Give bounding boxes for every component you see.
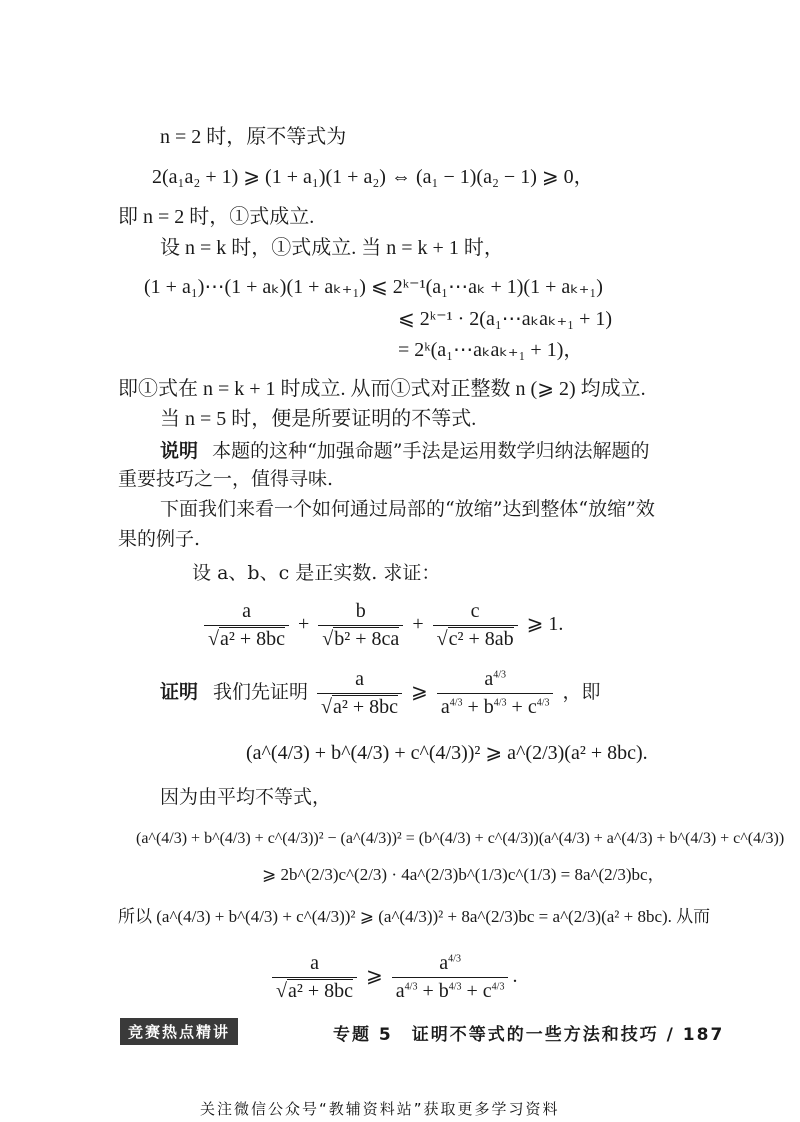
proof-label: 证明: [160, 681, 199, 704]
line-2: 2(a₁a₂ + 1) ⩾ (1 + a₁)(1 + a₂) ⇔ (a₁ − 1)(a₂ − 1) ⩾ 0，: [152, 166, 594, 188]
footer-tag: 竞赛热点精讲: [120, 1018, 238, 1045]
line-5: (1 + a₁)⋯(1 + aₖ)(1 + aₖ₊₁) ⩽ 2ᵏ⁻¹(a₁⋯aₖ + 1)(1 + aₖ₊₁): [144, 276, 603, 298]
line-12: 下面我们来看一个如何通过局部的“放缩”达到整体“放缩”效: [160, 498, 655, 520]
proof-intro: 我们先证明: [213, 681, 309, 704]
line-6: ⩽ 2ᵏ⁻¹ · 2(a₁⋯aₖaₖ₊₁ + 1): [398, 308, 613, 330]
example-text: 设 a、b、c 是正实数. 求证：: [192, 562, 441, 584]
main-inequality: $\frac{a}{\text{√a² + 8bc}}$ + $\frac{b}{\text{√b² + 8ca}}$ + $\frac{c}{\text{√c² + 8ab}}$ ⩾ 1.: [200, 600, 563, 651]
line-13: 果的例子.: [118, 528, 201, 550]
final-inequality: $\frac{a}{\text{√a² + 8bc}}$ ⩾ $\frac{a^{4/3}}{a^{4/3} + b^{4/3} + c^{4/3}}$ .: [268, 952, 517, 1003]
note-text: 本题的这种“加强命题”手法是运用数学归纳法解题的: [212, 440, 650, 462]
proof-tail: ，即: [562, 681, 601, 704]
line-18: (a^(4/3) + b^(4/3) + c^(4/3))² − (a^(4/3))² = (b^(4/3) + c^(4/3))(a^(4/3) + a^(4/3) + b^(4/3) + c^(4/3)): [136, 830, 785, 847]
line-19: ⩾ 2b^(2/3)c^(2/3) · 4a^(2/3)b^(1/3)c^(1/3) = 8a^(2/3)bc，: [262, 865, 665, 884]
note-label: 说明: [160, 440, 199, 462]
watermark: 关注微信公众号“教辅资料站”获取更多学习资料: [200, 1100, 560, 1118]
line-1: n = 2 时，原不等式为: [160, 126, 347, 148]
line-17: 因为由平均不等式，: [160, 786, 332, 808]
line-7: = 2ᵏ(a₁⋯aₖaₖ₊₁ + 1)，: [398, 339, 584, 361]
proof-line: 证明 我们先证明 $\frac{a}{\text{√a² + 8bc}}$ ⩾ $\frac{a^{4/3}}{a^{4/3} + b^{4/3} + c^{4/3}}$ ，即: [160, 668, 601, 718]
line-11: 重要技巧之一，值得寻味.: [118, 468, 334, 490]
note-line: [160, 438, 650, 464]
line-8: 即①式在 n = k + 1 时成立. 从而①式对正整数 n (⩾ 2) 均成立.: [118, 378, 646, 400]
line-4: 设 n = k 时，①式成立. 当 n = k + 1 时，: [160, 237, 504, 259]
example-line: [160, 560, 440, 586]
line-3: 即 n = 2 时，①式成立.: [118, 206, 315, 228]
footer-title: 专题 5 证明不等式的一些方法和技巧 / 187: [333, 1025, 725, 1045]
line-20: 所以 (a^(4/3) + b^(4/3) + c^(4/3))² ⩾ (a^(4/3))² + 8a^(2/3)bc = a^(2/3)(a² + 8bc). 从而: [118, 907, 711, 926]
line-16: (a^(4/3) + b^(4/3) + c^(4/3))² ⩾ a^(2/3)(a² + 8bc).: [246, 742, 648, 764]
line-9: 当 n = 5 时，便是所要证明的不等式.: [160, 408, 477, 430]
